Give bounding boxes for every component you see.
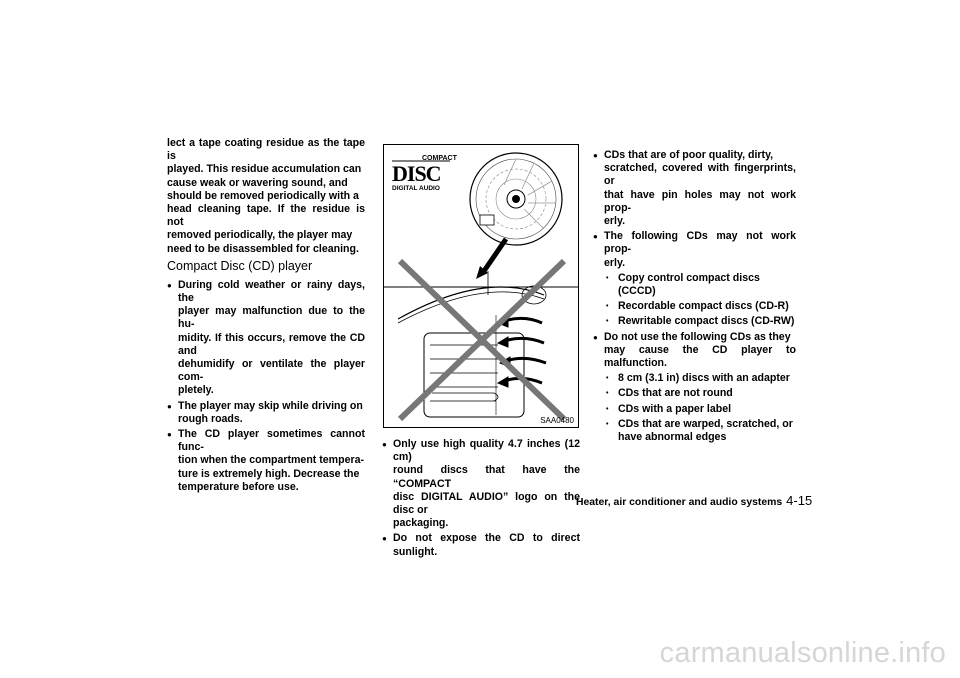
sub-list-item [593,387,796,400]
sub-list-item-text: CDs that are warped, scratched, or have abnormal edges [618,417,793,444]
page-footer [576,493,812,508]
tape-residue-paragraph: lect a tape coating residue as the tape is played. This residue accumulation can cause weak or wavering sound, and should be removed periodically with a head cleaning tape. If the residue is not removed periodically, the player may need to be disassembled for cleaning. [167,137,365,255]
bullet-icon: ● [382,534,387,544]
list-item [167,400,365,426]
list-item-text: During cold weather or rainy days, the player may malfunction due to the hu- midity. If this occurs, remove the CD and dehumidify or ventilate the player com- pletely. [178,278,365,397]
figure-code: SAA0480 [540,416,574,425]
bullet-icon: ● [382,440,387,449]
cd-illustration [383,144,579,428]
left-column [167,137,365,496]
sub-bullet-icon: • [606,420,609,428]
list-item-text: The CD player sometimes cannot func- tion when the compartment tempera- ture is extremely high. Decrease the temperature before use. [178,428,365,493]
cd-illustration-drawing [384,145,578,427]
sub-list-item-text: Copy control compact discs (CCCD) [618,271,760,298]
sub-list-item-text: CDs with a paper label [618,402,732,415]
sub-bullet-icon: • [606,274,609,282]
disc-icon [470,153,562,245]
bullet-icon: ● [167,430,172,440]
sub-list-item-text: Rewritable compact discs (CD-RW) [618,315,795,328]
list-item [167,279,365,398]
down-arrow-icon [476,239,506,279]
bullet-icon: ● [167,280,172,290]
sub-bullet-icon: • [606,318,609,326]
section-heading: Compact Disc (CD) player [167,258,313,273]
sub-list-item [593,418,796,444]
list-item-text: Do not expose the CD to direct sunlight. [393,532,580,558]
page-number: 4-15 [786,493,813,508]
logo-disc-text: DISC [392,161,441,186]
list-item [593,149,796,228]
list-item-text: Do not use the following CDs as they may cause the CD player to malfunction. [604,330,796,370]
sub-bullet-icon: • [606,390,609,398]
sub-bullet-icon: • [606,375,609,383]
sub-list-item [593,372,796,385]
list-item [382,532,580,558]
sub-list-item-text: Recordable compact discs (CD-R) [618,300,789,313]
watermark: carmanualsonline.info [659,637,946,669]
sub-list-item [593,300,796,313]
bullet-icon: ● [593,151,598,160]
list-item [167,428,365,494]
footer-section-title: Heater, air conditioner and audio systems [576,497,783,508]
list-item-text: Only use high quality 4.7 inches (12 cm) round discs that have the “COMPACT disc DIGITAL AUDIO” logo on the disc or packaging. [393,438,580,530]
bullet-icon: ● [593,232,598,242]
list-item [593,331,796,371]
sub-bullet-icon: • [606,303,609,311]
list-item-text: The following CDs may not work prop- erly. [604,230,796,269]
sub-list-item [593,272,796,298]
bullet-icon: ● [167,401,172,411]
logo-digital-audio-text: DIGITAL AUDIO [392,185,440,192]
list-item-text: CDs that are of poor quality, dirty, scratched, covered with fingerprints, or that have pin holes may not work prop- erly. [604,149,796,228]
middle-column [382,438,580,561]
compact-disc-logo [392,155,458,192]
logo-compact-text: COMPACT [422,155,457,162]
sub-bullet-icon: • [606,405,609,413]
sub-list-item [593,315,796,328]
sub-list-item [593,403,796,416]
bullet-icon: ● [593,332,598,342]
right-column [593,149,796,446]
list-item [593,230,796,270]
list-item [382,438,580,530]
sub-list-item-text: 8 cm (3.1 in) discs with an adapter [618,372,790,385]
list-item-text: The player may skip while driving on rough roads. [178,399,363,425]
sub-list-item-text: CDs that are not round [618,387,733,400]
